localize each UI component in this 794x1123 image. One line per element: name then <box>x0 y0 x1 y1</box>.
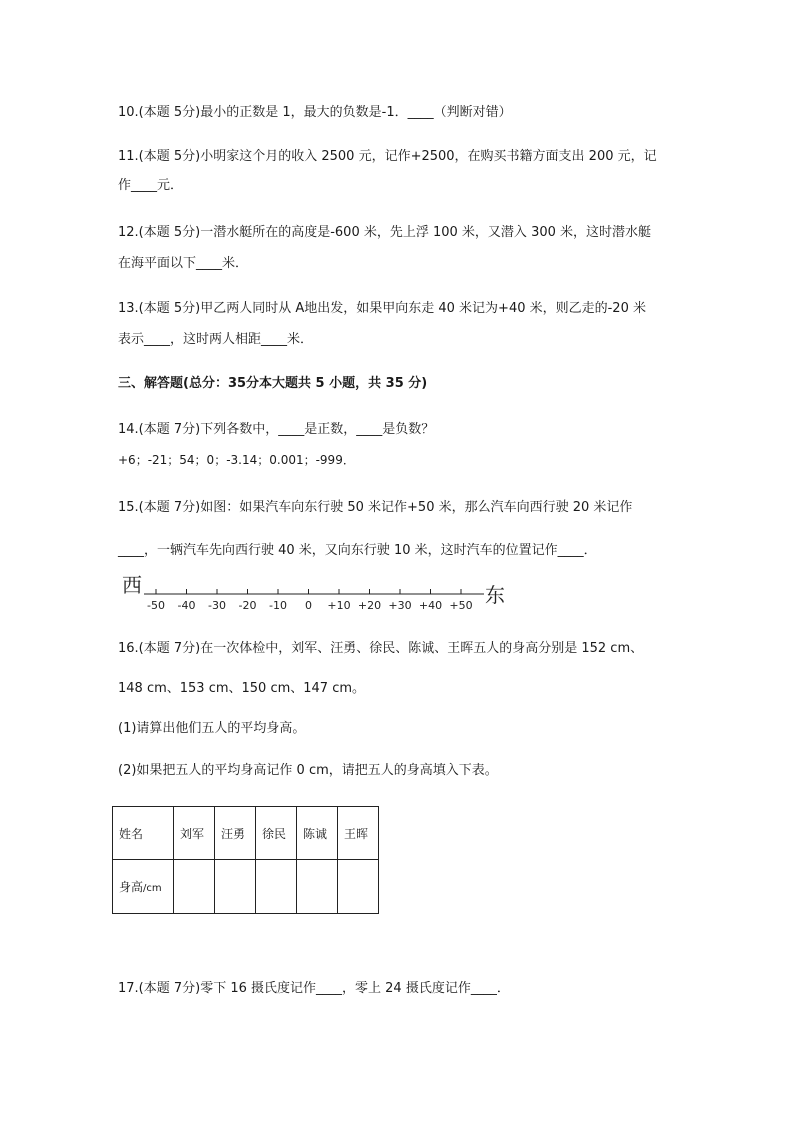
table-name-cell: 王晖 <box>338 807 379 860</box>
question-15-line1: 15.(本题 7分)如图：如果汽车向东行驶 50 米记作+50 米，那么汽车向西行驶 20 米记作 <box>118 500 633 515</box>
row-label-text: 身高 <box>119 880 144 894</box>
west-label: 西 <box>122 573 142 597</box>
question-11-line2: 作____元． <box>118 178 184 193</box>
east-label: 东 <box>485 583 505 607</box>
table-name-cell: 陈诚 <box>297 807 338 860</box>
number-line-figure <box>118 572 518 612</box>
question-12-line1: 12.(本题 5分)一潜水艇所在的高度是-600 米，先上浮 100 米，又潜入 300 米，这时潜水艇 <box>118 225 652 240</box>
table-name-cell: 刘军 <box>174 807 215 860</box>
row-label-unit: /cm <box>143 883 162 894</box>
number-line-tick-label: -20 <box>238 599 257 612</box>
number-line-tick-label: +20 <box>357 599 382 612</box>
number-line-tick-label: +10 <box>327 599 351 612</box>
question-15-line2: ____，一辆汽车先向西行驶 40 米，又向东行驶 10 米，这时汽车的位置记作____． <box>118 543 597 558</box>
question-16-part2: (2)如果把五人的平均身高记作 0 cm，请把五人的身高填入下表。 <box>118 763 498 778</box>
table-name-cell: 徐民 <box>256 807 297 860</box>
question-12-line2: 在海平面以下____米． <box>118 256 249 271</box>
question-14-line1: 14.(本题 7分)下列各数中，____是正数，____是负数？ <box>118 422 435 437</box>
table-answer-cell[interactable] <box>256 860 297 914</box>
number-line-tick-label: -10 <box>269 599 287 612</box>
question-16-line1: 16.(本题 7分)在一次体检中，刘军、汪勇、徐民、陈诚、王晖五人的身高分别是 152 cm、 <box>118 641 644 656</box>
table-answer-cell[interactable] <box>215 860 256 914</box>
question-13-line1: 13.(本题 5分)甲乙两人同时从 A地出发，如果甲向东走 40 米记为+40 米，则乙走的-20 米 <box>118 301 646 316</box>
table-row-label <box>113 860 174 914</box>
number-line-tick-label: -30 <box>208 599 226 612</box>
question-17: 17.(本题 7分)零下 16 摄氏度记作____，零上 24 摄氏度记作____． <box>118 981 510 996</box>
table-answer-cell[interactable] <box>338 860 379 914</box>
question-14-line2: +6；-21；54；0；-3.14；0.001；-999． <box>118 453 355 467</box>
number-line-tick-label: +30 <box>388 599 412 612</box>
section-3-heading: 三、解答题(总分：35分本大题共 5 小题，共 35 分) <box>118 376 428 391</box>
table-answer-cell[interactable] <box>297 860 338 914</box>
number-line-tick-label: +50 <box>449 599 473 612</box>
table-header-label: 姓名 <box>113 807 174 860</box>
table-answer-cell[interactable] <box>174 860 215 914</box>
number-line-tick-label: -40 <box>177 599 196 612</box>
height-table <box>112 806 379 914</box>
number-line-tick-label: +40 <box>418 599 443 612</box>
question-13-line2: 表示____，这时两人相距____米． <box>118 332 314 347</box>
number-line-tick-label: 0 <box>305 599 312 612</box>
question-11-line1: 11.(本题 5分)小明家这个月的收入 2500 元，记作+2500，在购买书籍方面支出 200 元，记 <box>118 149 657 164</box>
question-16-part1: (1)请算出他们五人的平均身高。 <box>118 721 306 736</box>
table-name-cell: 汪勇 <box>215 807 256 860</box>
question-16-line2: 148 cm、153 cm、150 cm、147 cm。 <box>118 681 366 696</box>
number-line-tick-label: -50 <box>147 599 165 612</box>
question-10: 10.(本题 5分)最小的正数是 1，最大的负数是-1．____（判断对错） <box>118 105 512 120</box>
